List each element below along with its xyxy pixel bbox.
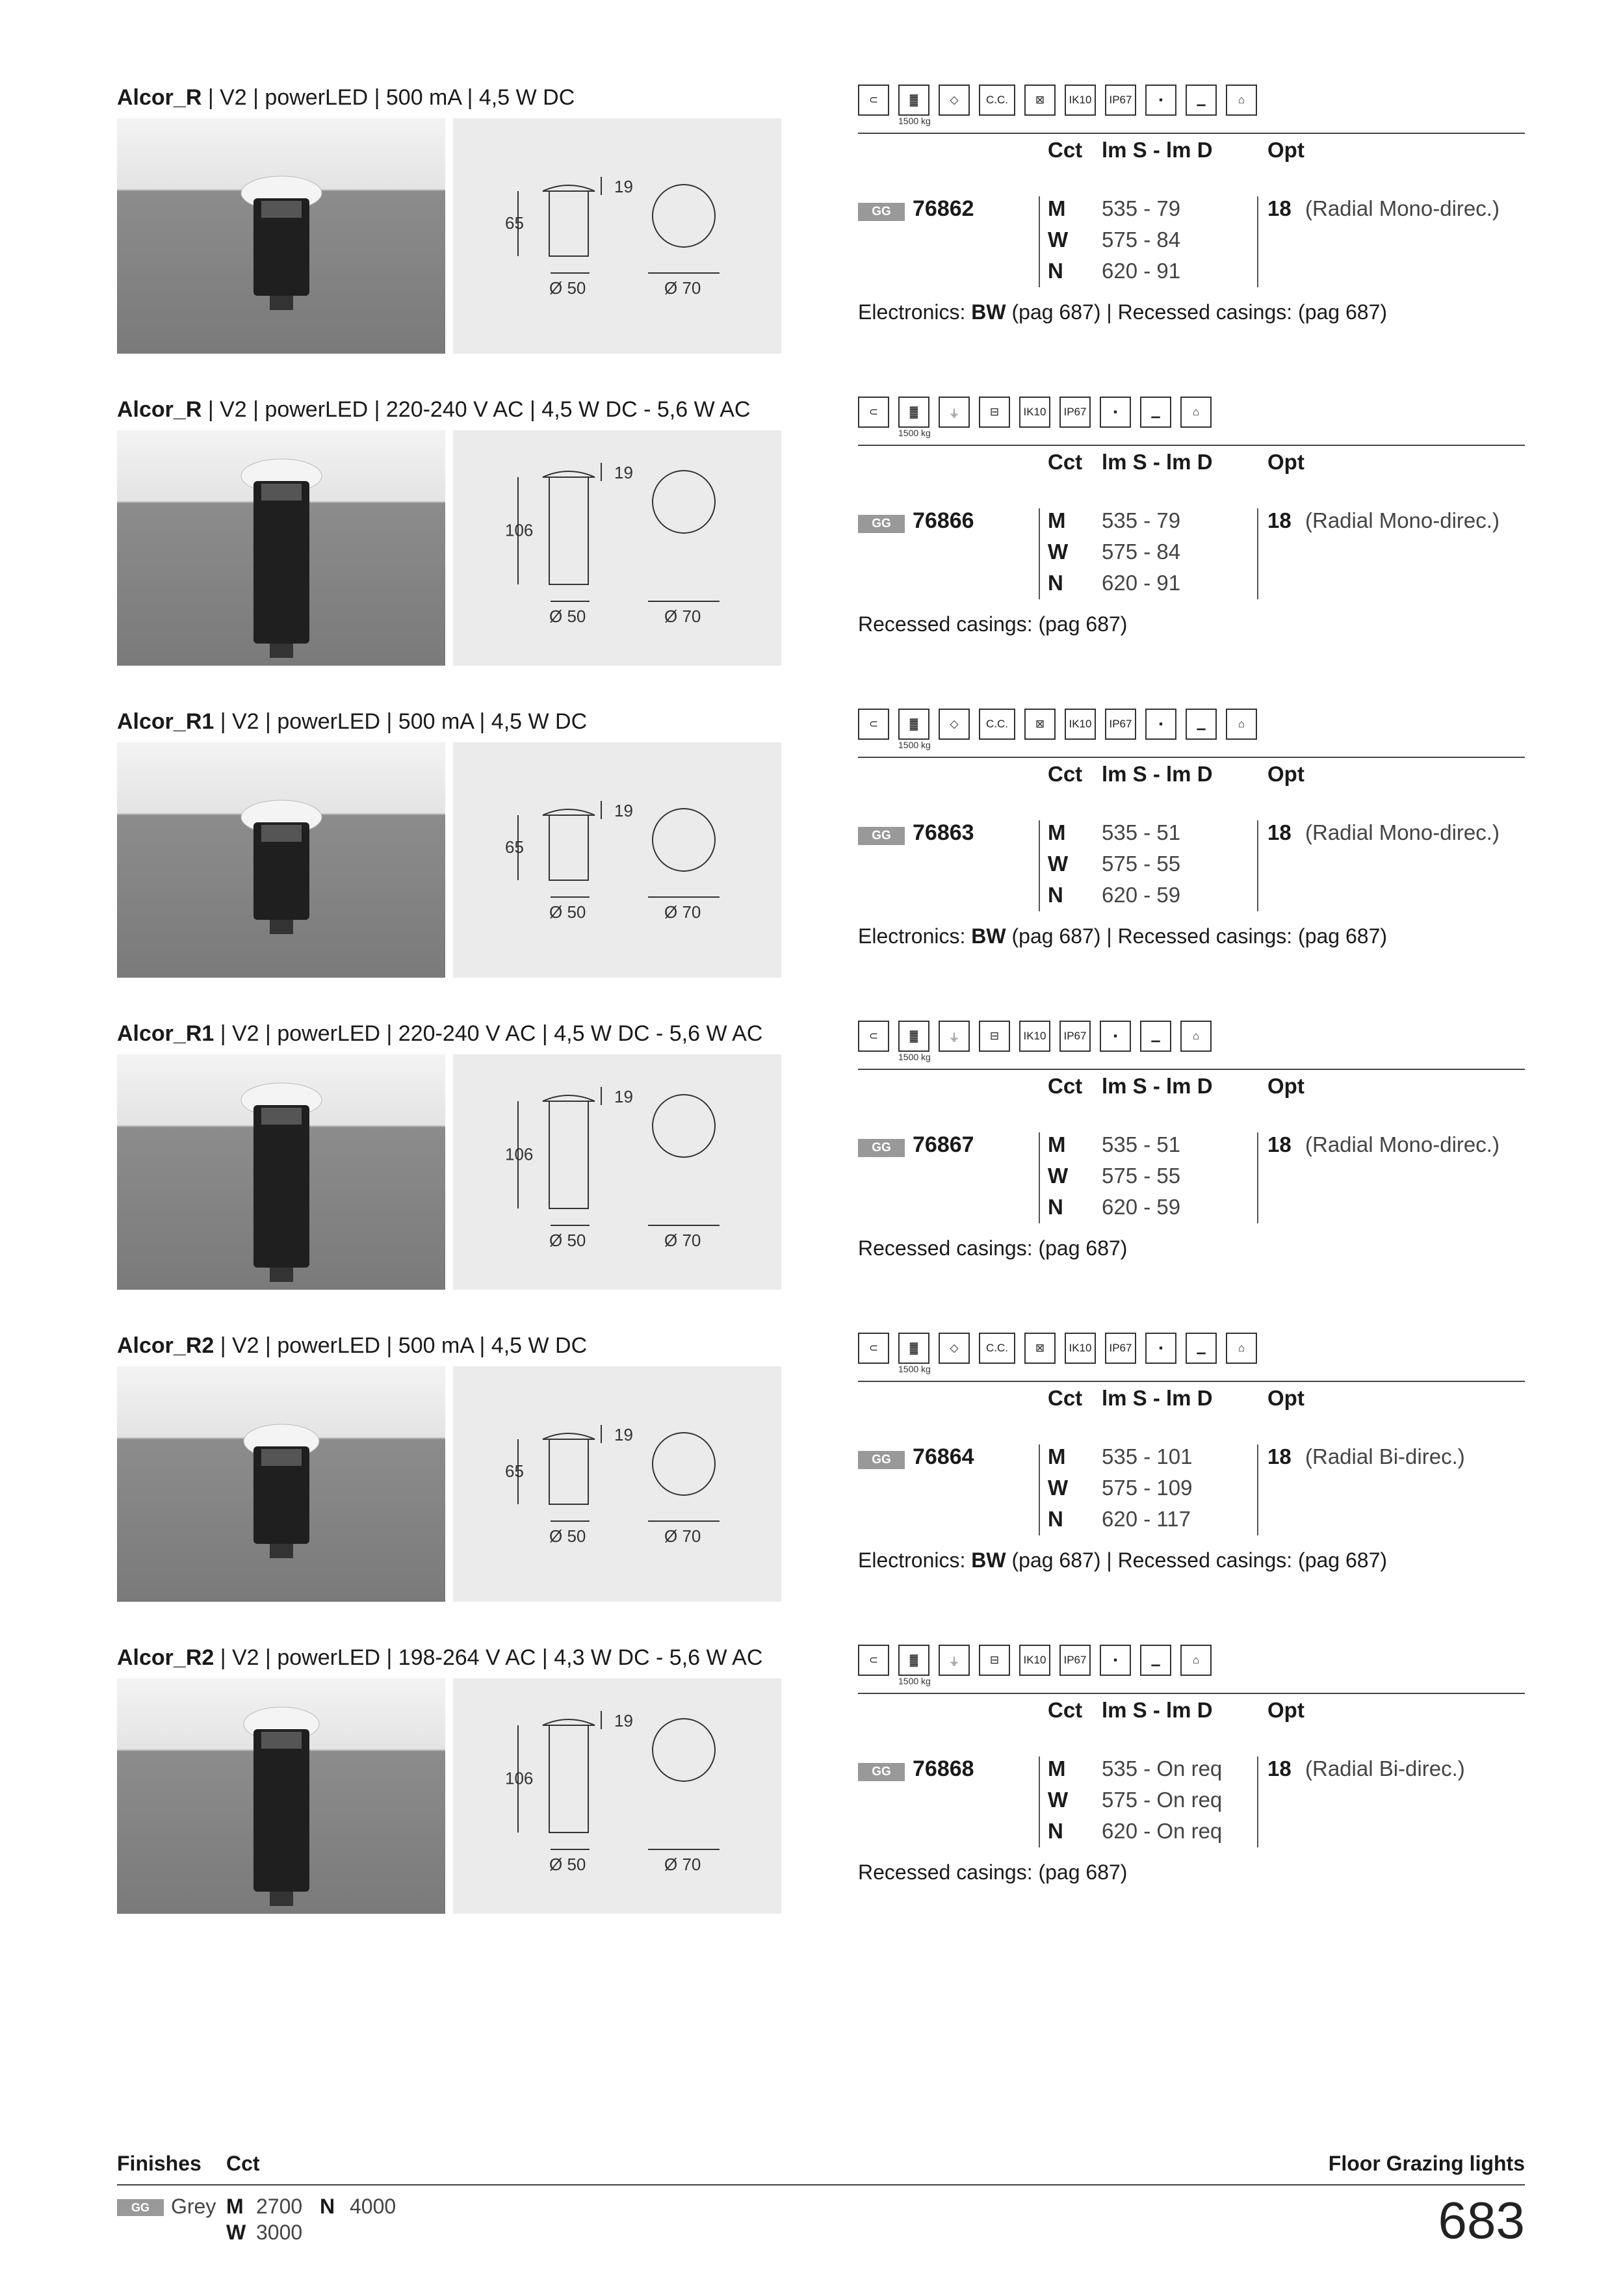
column-divider (1257, 820, 1258, 911)
optic-code: 18 (1267, 1756, 1292, 1781)
product-name: Alcor_R (117, 397, 202, 422)
load-label: 1500 kg (898, 428, 931, 438)
load-icon: ▓ (898, 1021, 929, 1052)
cct-code: W (1048, 1164, 1069, 1188)
dimension-height-text: 65 (505, 213, 524, 233)
product-code: 76867 (913, 1132, 974, 1157)
product-note (858, 924, 1387, 948)
note-text: Electronics: (858, 1548, 972, 1572)
product-name: Alcor_R (117, 85, 202, 110)
class3-icon: ◇ (939, 709, 970, 740)
recessed-icon: ▁ (1186, 85, 1217, 116)
ip67-icon: IP67 (1059, 1645, 1091, 1676)
lumen-value: 575 - 109 (1102, 1476, 1193, 1500)
beam-icon: ▪ (1145, 709, 1176, 740)
column-header-lm: lm S - lm D (1102, 762, 1213, 786)
finish-badge: GG (858, 203, 905, 221)
lumen-value: 575 - On req (1102, 1788, 1223, 1812)
dimension-drawing (453, 118, 781, 354)
install-icon: ⊂ (858, 397, 889, 428)
note-text: Recessed casings: (pag 687) (858, 1860, 1128, 1884)
note-text: Recessed casings: (pag 687) (858, 1236, 1128, 1260)
certification-icons (858, 394, 1248, 438)
column-divider (1257, 1756, 1258, 1847)
ip67-icon: IP67 (1105, 709, 1136, 740)
class3-icon: ◇ (939, 1333, 970, 1364)
product-code: 76868 (913, 1756, 974, 1781)
cct-n-value: 4000 (350, 2195, 396, 2218)
header-rule (858, 445, 1525, 446)
load-label: 1500 kg (898, 1052, 931, 1062)
install-icon: ⊂ (858, 1333, 889, 1364)
note-text: Recessed casings: (pag 687) (858, 612, 1128, 636)
recessed-icon: ▁ (1140, 397, 1171, 428)
outdoor-icon: ⌂ (1226, 1333, 1257, 1364)
optic-description: (Radial Mono-direc.) (1305, 196, 1500, 220)
dimension-svg (453, 1678, 781, 1914)
dimension-top-text: 19 (614, 177, 633, 196)
optic-code: 18 (1267, 1444, 1292, 1468)
product-photo (117, 1366, 445, 1602)
lumen-value: 620 - 59 (1102, 1195, 1181, 1219)
install-icon: ⊂ (858, 709, 889, 740)
dimension-top-text: 19 (614, 463, 633, 482)
dimension-d70-text: Ø 70 (664, 902, 701, 922)
cct-code: W (1048, 1476, 1069, 1500)
load-label: 1500 kg (898, 740, 931, 750)
driver-icon: ⊟ (979, 1645, 1010, 1676)
column-divider (1039, 196, 1040, 287)
ik10-icon: IK10 (1065, 709, 1096, 740)
cct-code: N (1048, 571, 1063, 595)
finish-badge: GG (117, 2199, 164, 2216)
product-title (117, 1642, 762, 1673)
cc-icon: C.C. (979, 85, 1015, 116)
dimension-d70-text: Ø 70 (664, 1855, 701, 1874)
dimension-top-text: 19 (614, 1425, 633, 1444)
note-bold: BW (971, 300, 1006, 324)
column-header-opt: Opt (1267, 1074, 1305, 1098)
finish-badge: GG (858, 827, 905, 845)
column-divider (1257, 1132, 1258, 1223)
product-block (0, 1018, 1623, 1330)
optic-code: 18 (1267, 820, 1292, 844)
optic-code: 18 (1267, 1132, 1292, 1156)
column-header-opt: Opt (1267, 762, 1305, 786)
product-note (858, 612, 1127, 636)
dimension-height-text: 106 (505, 520, 534, 540)
lumen-value: 535 - 51 (1102, 1132, 1181, 1156)
product-code: 76864 (913, 1444, 974, 1469)
column-header-cct: Cct (1048, 1698, 1083, 1722)
cct-code: M (1048, 196, 1066, 220)
lumen-value: 575 - 84 (1102, 540, 1181, 564)
install-icon: ⊂ (858, 1021, 889, 1052)
finish-badge: GG (858, 1763, 905, 1781)
dimension-drawing (453, 742, 781, 978)
dimension-height-text: 106 (505, 1144, 534, 1164)
header-rule (858, 1069, 1525, 1070)
cc-icon: C.C. (979, 1333, 1015, 1364)
column-divider (1039, 1444, 1040, 1535)
product-photo (117, 1678, 445, 1914)
note-text: (pag 687) | Recessed casings: (pag 687) (1006, 1548, 1388, 1572)
dimension-drawing (453, 1054, 781, 1290)
column-divider (1039, 508, 1040, 599)
product-note (858, 1860, 1127, 1885)
column-header-opt: Opt (1267, 138, 1305, 162)
cct-code: M (1048, 508, 1066, 532)
earth-icon: ⏚ (939, 1021, 970, 1052)
product-block (0, 706, 1623, 1018)
product-spec: | V2 | powerLED | 198-264 V AC | 4,3 W DC - 5,6 W AC (214, 1645, 763, 1670)
glow-wire-icon: ⊠ (1024, 1333, 1056, 1364)
load-label: 1500 kg (898, 116, 931, 126)
lumen-value: 535 - 51 (1102, 820, 1181, 844)
load-icon: ▓ (898, 709, 929, 740)
optic-description: (Radial Bi-direc.) (1305, 1444, 1465, 1468)
ip67-icon: IP67 (1059, 397, 1091, 428)
glow-wire-icon: ⊠ (1024, 709, 1056, 740)
note-text: Electronics: (858, 300, 972, 324)
product-name: Alcor_R2 (117, 1333, 214, 1358)
optic-code: 18 (1267, 196, 1292, 220)
product-title (117, 1330, 587, 1361)
optic-description: (Radial Bi-direc.) (1305, 1756, 1465, 1781)
note-bold: BW (971, 1548, 1006, 1572)
lumen-value: 575 - 55 (1102, 1164, 1181, 1188)
note-text: Electronics: (858, 924, 972, 948)
dimension-top-text: 19 (614, 1711, 633, 1730)
cct-m-value: 2700 (256, 2195, 303, 2218)
column-divider (1039, 820, 1040, 911)
dimension-height-text: 65 (505, 1461, 524, 1481)
outdoor-icon: ⌂ (1180, 1021, 1212, 1052)
outdoor-icon: ⌂ (1226, 85, 1257, 116)
product-code: 76862 (913, 196, 974, 221)
dimension-d70-text: Ø 70 (664, 607, 701, 626)
product-block (0, 1330, 1623, 1642)
ip67-icon: IP67 (1105, 85, 1136, 116)
column-divider (1039, 1756, 1040, 1847)
dimension-drawing (453, 1366, 781, 1602)
load-icon: ▓ (898, 1333, 929, 1364)
ik10-icon: IK10 (1019, 1645, 1050, 1676)
cct-code: W (1048, 228, 1069, 252)
dimension-height-text: 106 (505, 1768, 534, 1788)
product-photo (117, 430, 445, 666)
dimension-d50-text: Ø 50 (549, 902, 586, 922)
column-divider (1257, 508, 1258, 599)
category-label: Floor Grazing lights (1328, 2152, 1525, 2175)
ik10-icon: IK10 (1065, 1333, 1096, 1364)
beam-icon: ▪ (1145, 1333, 1176, 1364)
dimension-top-text: 19 (614, 1087, 633, 1106)
product-note (858, 300, 1387, 324)
certification-icons (858, 706, 1248, 750)
load-label: 1500 kg (898, 1676, 931, 1686)
cct-code: M (1048, 1132, 1066, 1156)
column-header-cct: Cct (1048, 1386, 1083, 1410)
finish-badge: GG (858, 1451, 905, 1469)
outdoor-icon: ⌂ (1180, 1645, 1212, 1676)
load-icon: ▓ (898, 397, 929, 428)
lumen-value: 535 - On req (1102, 1756, 1223, 1781)
dimension-d70-text: Ø 70 (664, 1231, 701, 1250)
note-text: (pag 687) | Recessed casings: (pag 687) (1006, 924, 1388, 948)
dimension-height-text: 65 (505, 837, 524, 857)
product-title (117, 1018, 762, 1049)
column-header-cct: Cct (1048, 450, 1083, 474)
product-name: Alcor_R1 (117, 1021, 214, 1046)
dimension-svg (453, 118, 781, 354)
certification-icons (858, 1642, 1248, 1686)
beam-icon: ▪ (1100, 1645, 1131, 1676)
load-icon: ▓ (898, 1645, 929, 1676)
product-note (858, 1548, 1387, 1572)
recessed-icon: ▁ (1140, 1021, 1171, 1052)
dimension-d50-text: Ø 50 (549, 278, 586, 298)
column-header-lm: lm S - lm D (1102, 1386, 1213, 1410)
lumen-value: 620 - On req (1102, 1819, 1223, 1843)
lumen-value: 620 - 59 (1102, 883, 1181, 907)
lumen-value: 575 - 84 (1102, 228, 1181, 252)
optic-description: (Radial Mono-direc.) (1305, 1132, 1500, 1156)
cct-w-label: W (226, 2221, 246, 2244)
column-divider (1039, 1132, 1040, 1223)
driver-icon: ⊟ (979, 397, 1010, 428)
beam-icon: ▪ (1100, 1021, 1131, 1052)
lumen-value: 575 - 55 (1102, 852, 1181, 876)
cct-code: N (1048, 1819, 1063, 1843)
ik10-icon: IK10 (1019, 397, 1050, 428)
cct-code: N (1048, 259, 1063, 283)
column-header-lm: lm S - lm D (1102, 1698, 1213, 1722)
cct-code: M (1048, 820, 1066, 844)
ip67-icon: IP67 (1105, 1333, 1136, 1364)
footer-rule (117, 2184, 1525, 2185)
product-name: Alcor_R1 (117, 709, 214, 734)
outdoor-icon: ⌂ (1180, 397, 1212, 428)
product-spec: | V2 | powerLED | 500 mA | 4,5 W DC (214, 1333, 588, 1358)
cc-icon: C.C. (979, 709, 1015, 740)
lumen-value: 535 - 101 (1102, 1444, 1193, 1468)
note-text: (pag 687) | Recessed casings: (pag 687) (1006, 300, 1388, 324)
certification-icons (858, 1330, 1248, 1374)
optic-description: (Radial Mono-direc.) (1305, 820, 1500, 844)
dimension-d50-text: Ø 50 (549, 607, 586, 626)
product-name: Alcor_R2 (117, 1645, 214, 1670)
driver-icon: ⊟ (979, 1021, 1010, 1052)
dimension-svg (453, 1054, 781, 1290)
product-photo (117, 118, 445, 354)
lumen-value: 620 - 91 (1102, 259, 1181, 283)
ip67-icon: IP67 (1059, 1021, 1091, 1052)
finish-name: Grey (171, 2195, 216, 2218)
cct-code: W (1048, 1788, 1069, 1812)
cct-code: W (1048, 852, 1069, 876)
dimension-svg (453, 430, 781, 666)
cct-code: N (1048, 1507, 1063, 1531)
certification-icons (858, 82, 1248, 126)
footer-cct-label: Cct (226, 2152, 260, 2175)
column-header-lm: lm S - lm D (1102, 138, 1213, 162)
dimension-d50-text: Ø 50 (549, 1231, 586, 1250)
dimension-top-text: 19 (614, 801, 633, 820)
product-photo (117, 1054, 445, 1290)
product-block (0, 82, 1623, 394)
cct-n-label: N (320, 2195, 335, 2218)
beam-icon: ▪ (1100, 397, 1131, 428)
dimension-drawing (453, 430, 781, 666)
product-spec: | V2 | powerLED | 220-240 V AC | 4,5 W DC - 5,6 W AC (214, 1021, 763, 1046)
header-rule (858, 1381, 1525, 1382)
dimension-d50-text: Ø 50 (549, 1526, 586, 1546)
header-rule (858, 133, 1525, 134)
column-header-cct: Cct (1048, 762, 1083, 786)
recessed-icon: ▁ (1186, 709, 1217, 740)
product-block (0, 394, 1623, 706)
dimension-d70-text: Ø 70 (664, 1526, 701, 1546)
product-title (117, 82, 575, 113)
product-code: 76863 (913, 820, 974, 845)
lumen-value: 620 - 117 (1102, 1507, 1191, 1531)
dimension-svg (453, 742, 781, 978)
product-block (0, 1642, 1623, 1954)
optic-code: 18 (1267, 508, 1292, 532)
ik10-icon: IK10 (1065, 85, 1096, 116)
dimension-d70-text: Ø 70 (664, 278, 701, 298)
product-note (858, 1236, 1127, 1260)
load-icon: ▓ (898, 85, 929, 116)
dimension-svg (453, 1366, 781, 1602)
finish-badge: GG (858, 515, 905, 533)
product-spec: | V2 | powerLED | 500 mA | 4,5 W DC (201, 85, 575, 110)
load-label: 1500 kg (898, 1364, 931, 1374)
product-spec: | V2 | powerLED | 220-240 V AC | 4,5 W DC - 5,6 W AC (201, 397, 751, 422)
lumen-value: 535 - 79 (1102, 508, 1181, 532)
install-icon: ⊂ (858, 1645, 889, 1676)
cct-m-label: M (226, 2195, 244, 2218)
lumen-value: 535 - 79 (1102, 196, 1181, 220)
column-divider (1257, 196, 1258, 287)
product-spec: | V2 | powerLED | 500 mA | 4,5 W DC (214, 709, 588, 734)
column-header-cct: Cct (1048, 1074, 1083, 1098)
product-title (117, 706, 587, 737)
product-title (117, 394, 750, 425)
dimension-drawing (453, 1678, 781, 1914)
earth-icon: ⏚ (939, 397, 970, 428)
recessed-icon: ▁ (1140, 1645, 1171, 1676)
column-header-opt: Opt (1267, 1386, 1305, 1410)
outdoor-icon: ⌂ (1226, 709, 1257, 740)
beam-icon: ▪ (1145, 85, 1176, 116)
column-header-opt: Opt (1267, 1698, 1305, 1722)
cct-code: M (1048, 1756, 1066, 1781)
earth-icon: ⏚ (939, 1645, 970, 1676)
optic-description: (Radial Mono-direc.) (1305, 508, 1500, 532)
class3-icon: ◇ (939, 85, 970, 116)
certification-icons (858, 1018, 1248, 1062)
ik10-icon: IK10 (1019, 1021, 1050, 1052)
install-icon: ⊂ (858, 85, 889, 116)
finishes-label: Finishes (117, 2152, 201, 2175)
cct-code: M (1048, 1444, 1066, 1468)
glow-wire-icon: ⊠ (1024, 85, 1056, 116)
column-header-cct: Cct (1048, 138, 1083, 162)
cct-code: N (1048, 883, 1063, 907)
note-bold: BW (971, 924, 1006, 948)
product-photo (117, 742, 445, 978)
header-rule (858, 1693, 1525, 1694)
header-rule (858, 757, 1525, 758)
column-divider (1257, 1444, 1258, 1535)
column-header-lm: lm S - lm D (1102, 1074, 1213, 1098)
recessed-icon: ▁ (1186, 1333, 1217, 1364)
cct-code: W (1048, 540, 1069, 564)
product-code: 76866 (913, 508, 974, 533)
column-header-opt: Opt (1267, 450, 1305, 474)
column-header-lm: lm S - lm D (1102, 450, 1213, 474)
page-number: 683 (1438, 2191, 1525, 2249)
cct-w-value: 3000 (256, 2221, 303, 2244)
finish-badge: GG (858, 1139, 905, 1157)
lumen-value: 620 - 91 (1102, 571, 1181, 595)
cct-code: N (1048, 1195, 1063, 1219)
dimension-d50-text: Ø 50 (549, 1855, 586, 1874)
